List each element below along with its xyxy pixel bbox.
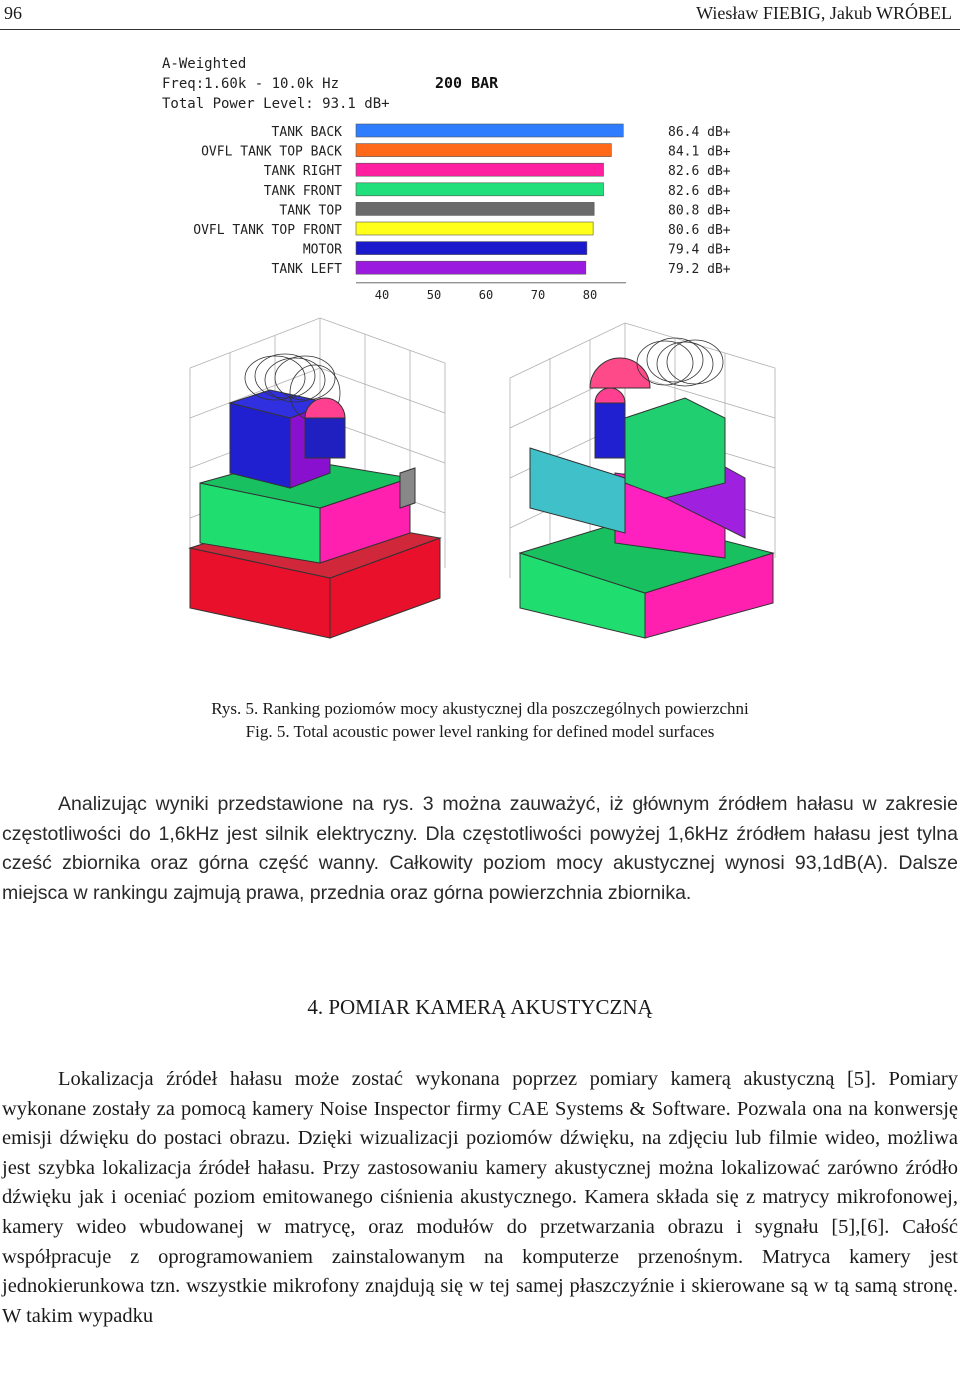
bar [356,183,604,196]
bar-value-label: 82.6 dB+ [668,183,731,199]
chart-info-line-2: Freq:1.60k - 10.0k Hz [162,76,340,92]
model-3d-view-left [170,308,455,643]
bar [356,144,611,157]
bar-value-label: 86.4 dB+ [668,125,731,140]
x-tick-label: 80 [582,287,598,300]
bar-category-label: TANK LEFT [271,262,342,278]
x-tick-label: 50 [426,287,442,300]
model-3d-view-right [495,308,780,643]
paragraph-acoustic-camera [2,1065,958,1331]
x-tick-label: 70 [530,287,546,300]
bar-category-label: TANK FRONT [263,183,342,199]
chart-info-line-1: A-Weighted [162,56,247,72]
bar [356,124,623,137]
bar-value-label: 84.1 dB+ [668,144,731,160]
bar-category-label: TANK RIGHT [263,164,342,180]
bar-category-label: MOTOR [302,242,342,258]
bar-category-label: TANK BACK [271,125,342,140]
page-number: 96 [4,3,22,23]
chart-title: 200 BAR [435,74,499,92]
header-rule [0,29,960,30]
bar-value-label: 79.4 dB+ [668,242,731,258]
paragraph-analysis-text: Analizując wyniki przedstawione na rys. 3 można zauważyć, iż głównym źródłem hałasu w zakresie częstotliwości do 1,6kHz jest silnik elektryczny. Dla częstotliwości powyżej 1,6kHz źródłem hałasu jest tylna cześć zbiornika oraz górna część wanny. Całkowity poziom mocy akustycznej wynosi 93,1dB(A). Dalsze miejsca w rankingu zajmują prawa, przednia oraz górna powierzchnia zbiornika. [2,793,958,904]
paragraph-acoustic-camera-text: Lokalizacja źródeł hałasu może zostać wykonana poprzez pomiary kamerą akustyczną [5]. Pomiary wykonane zostały za pomocą kamery Noise Inspector firmy CAE Systems & Software. Pozwala ona na konwersję emisji dźwięku do postaci obrazu. Dzięki wizualizacji poziomów dźwięku, na zdjęciu lub filmie wideo, możliwa jest szybka lokalizacja źródeł hałasu. Przy zastosowaniu kamery akustycznej można lokalizować zarówno źródło dźwięku jak i oceniać poziom emitowanego ciśnienia akustycznego. Kamera składa się z matrycy mikrofonowej, kamery wideo wbudowanej w matrycę, oraz modułów do przetwarzania obrazu i sygnału [5],[6]. Całość współpracuje z oprogramowaniem zainstalowanym na komputerze przenośnym. Matryca kamery jest jednokierunkowa tzn. wszystkie mikrofony znajdują się w tej samej płaszczyźnie i skierowane są w tą samą stronę. W takim wypadku [2,1068,958,1327]
bar [356,202,594,215]
x-tick-label: 60 [478,287,494,300]
bar [356,261,586,274]
section-heading: 4. POMIAR KAMERĄ AKUSTYCZNĄ [307,995,653,1019]
x-tick-label: 40 [374,287,390,300]
bar-value-label: 80.8 dB+ [668,203,731,219]
power-level-ranking-chart [150,50,750,300]
paragraph-analysis [2,790,958,908]
bar-value-label: 82.6 dB+ [668,164,731,180]
bar-value-label: 79.2 dB+ [668,262,731,278]
running-header-authors: Wiesław FIEBIG, Jakub WRÓBEL [696,3,952,23]
bar [356,163,604,176]
bar-category-label: TANK TOP [279,203,342,219]
figure-caption-pl: Rys. 5. Ranking poziomów mocy akustycznej dla poszczególnych powierzchni [211,699,749,718]
bar [356,242,587,255]
bar-value-label: 80.6 dB+ [668,223,731,238]
chart-info-line-3: Total Power Level: 93.1 dB+ [162,96,390,112]
bar-category-label: OVFL TANK TOP BACK [201,144,342,160]
figure-caption-en: Fig. 5. Total acoustic power level ranking for defined model surfaces [245,722,715,741]
bar [356,222,593,235]
bar-category-label: OVFL TANK TOP FRONT [193,223,342,238]
